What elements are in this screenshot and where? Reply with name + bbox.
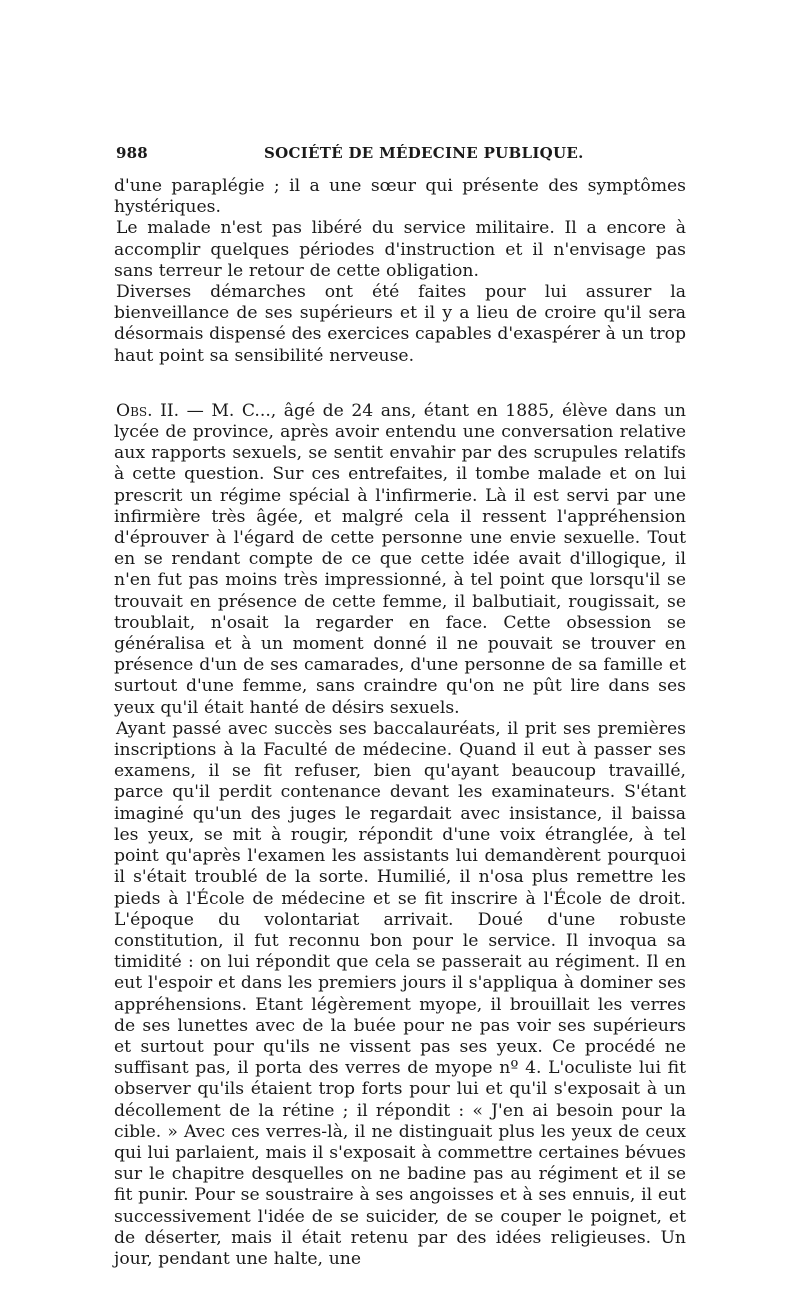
observation-label: Obs. II. bbox=[116, 400, 180, 421]
page-number: 988 bbox=[116, 144, 148, 162]
observation-continuation: Ayant passé avec succès ses baccalauréats, il prit ses premières inscriptions à la Faculté de médecine. Quand il eut à passer ses examens, il se fit refuser, bien qu'ayant beaucoup travaillé, parce qu'il perdit contenance devant les examinateurs. S'étant imaginé qu'un des juges le regardait avec insistance, il baissa les yeux, se mit à rougir, répondit d'une voix étranglée, à tel point qu'après l'examen les assistants lui demandèrent pourquoi il s'était troublé de la sorte. Humilié, il n'osa plus remettre les pieds à l'École de médecine et se fit inscrire à l'École de droit. L'époque du volontariat arrivait. Doué d'une robuste constitution, il fut reconnu bon pour le service. Il invoqua sa timidité : on lui répondit que cela se passerait au régiment. Il en eut l'espoir et dans les premiers jours il s'appliqua à dominer ses appréhensions. Etant légèrement myope, il brouillait les verres de ses lunettes avec de la buée pour ne pas voir ses supérieurs et surtout pour qu'ils ne vissent pas ses yeux. Ce procédé ne suffisant pas, il porta des verres de myope nº 4. L'oculiste lui fit observer qu'ils étaient trop forts pour lui et qu'il s'exposait à un décollement de la rétine ; il répondit : « J'en ai besoin pour la cible. » Avec ces verres-là, il ne distinguait plus les yeux de ceux qui lui parlaient, mais il s'exposait à commettre certaines bévues sur le chapitre desquelles on ne badine pas au régiment et il se fit punir. Pour se soustraire à ses angoisses et à ses ennuis, il eut successivement l'idée de se suicider, de se couper le poignet, et de déserter, mais il était retenu par des idées religieuses. Un jour, pendant une halte, une bbox=[114, 718, 686, 1269]
book-page bbox=[114, 140, 686, 1270]
section-gap bbox=[114, 367, 686, 401]
observation-text: — M. C..., âgé de 24 ans, étant en 1885, élève dans un lycée de province, après avoir entendu une conversation relative aux rapports sexuels, se sentit envahir par des scrupules relatifs à cette question. Sur ces entrefaites, il tombe malade et on lui prescrit un régime spécial à l'infirmerie. Là il est servi par une infirmière très âgée, et malgré cela il ressent l'appréhension d'éprouver à l'égard de cette personne une envie sexuelle. Tout en se rendant compte de ce que cette idée avait d'illogique, il n'en fut pas moins très impressionné, à tel point que lorsqu'il se trouvait en présence de cette femme, il balbutiait, rougissait, se troublait, n'osait la regarder en face. Cette obsession se généralisa et à un moment donné il ne pouvait se trouver en présence d'un de ses camarades, d'une personne de sa famille et surtout d'une femme, sans craindre qu'on ne pût lire dans ses yeux qu'il était hanté de désirs sexuels. bbox=[114, 400, 686, 718]
paragraph-2: Le malade n'est pas libéré du service militaire. Il a encore à accomplir quelques périodes d'instruction et il n'envisage pas sans terreur le retour de cette obligation. bbox=[114, 218, 686, 281]
paragraph-3: Diverses démarches ont été faites pour lui assurer la bienveillance de ses supérieurs et il y a lieu de croire qu'il sera désormais dispensé des exercices capables d'exaspérer à un trop haut point sa sensibilité nerveuse. bbox=[114, 282, 686, 366]
running-title: SOCIÉTÉ DE MÉDECINE PUBLIQUE. bbox=[264, 144, 584, 162]
observation-paragraph bbox=[114, 401, 686, 719]
paragraph-1: d'une paraplégie ; il a une sœur qui présente des symptômes hystériques. bbox=[114, 176, 686, 218]
page-header bbox=[114, 140, 686, 176]
